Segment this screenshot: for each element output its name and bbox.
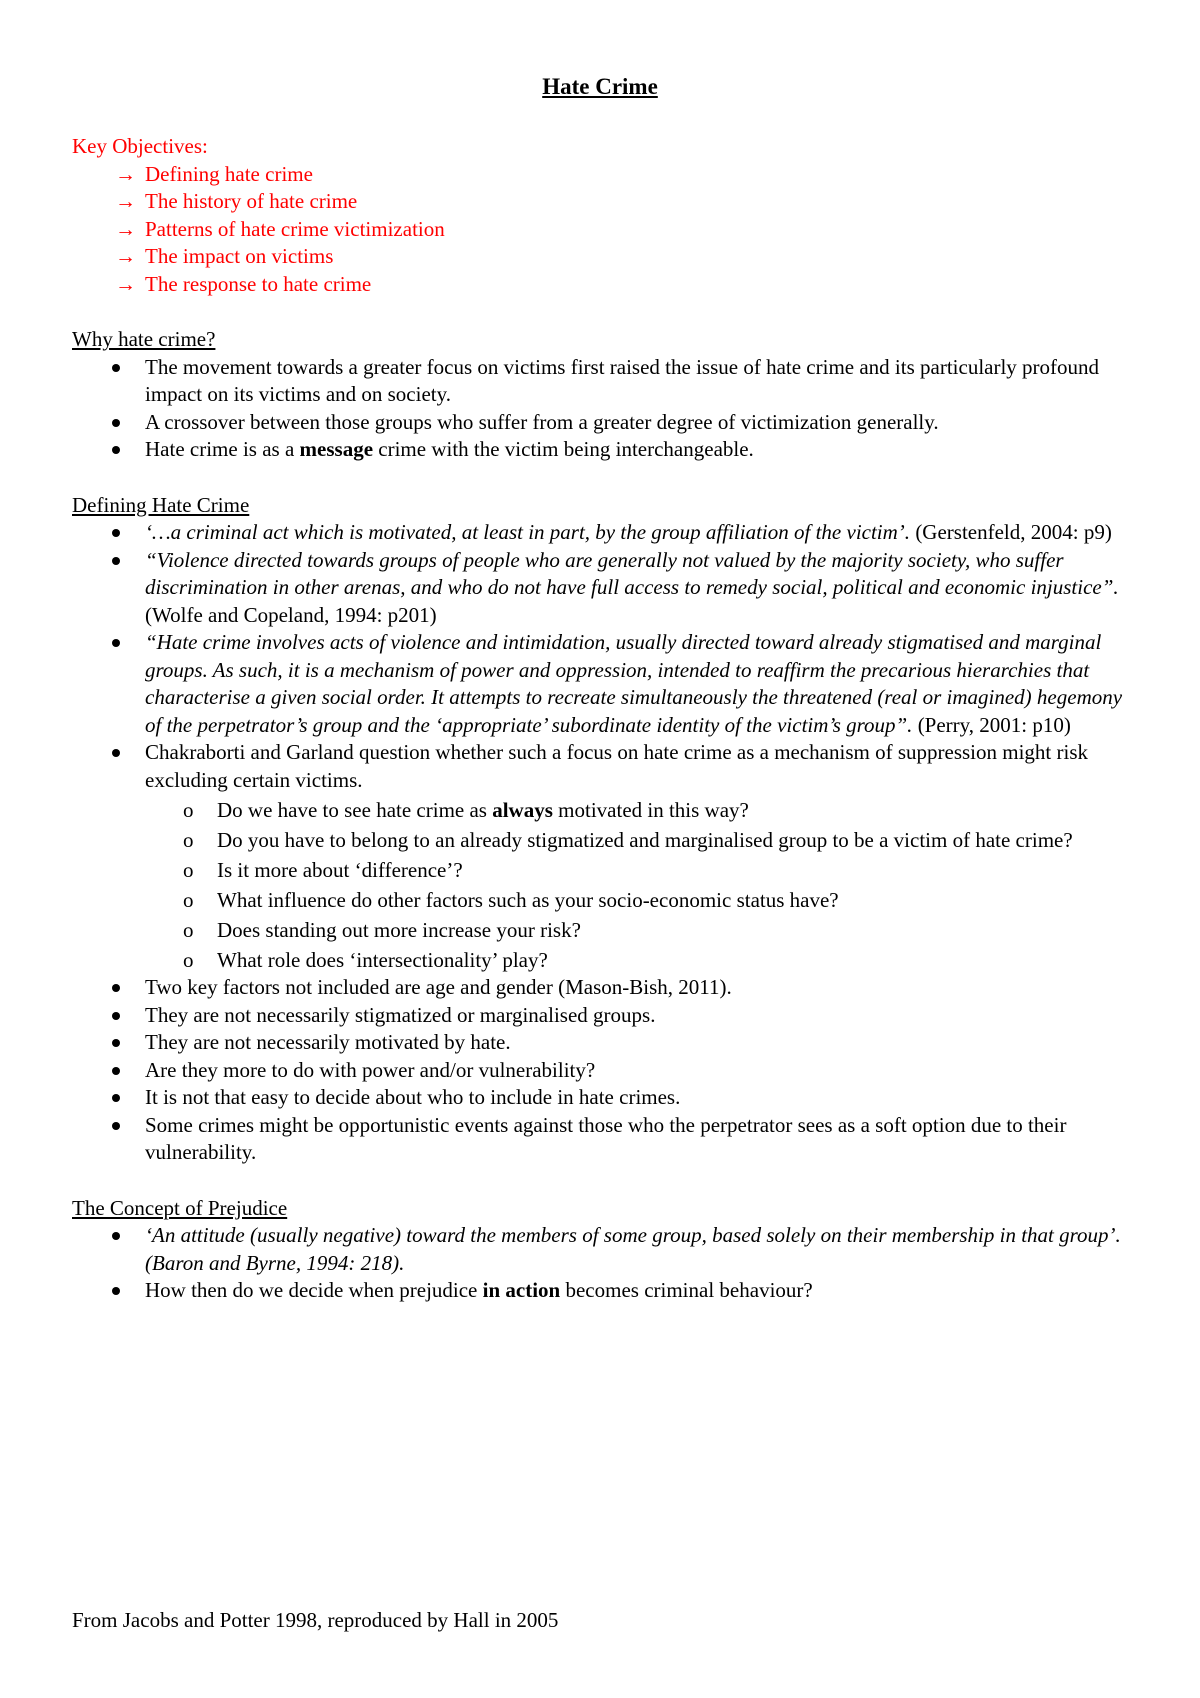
bullet-icon — [112, 1039, 120, 1047]
emphasis-in-action: in action — [482, 1278, 561, 1302]
list-item — [72, 436, 1142, 464]
defining-hate-crime-heading: Defining Hate Crime — [72, 492, 250, 517]
question-sublist — [72, 797, 1142, 975]
citation: (Wolfe and Copeland, 1994: p201) — [145, 602, 437, 627]
list-item — [72, 629, 1142, 739]
sublist-item — [72, 797, 1142, 825]
bullet-icon — [112, 529, 120, 537]
objective-item — [72, 271, 1142, 299]
bullet-icon — [112, 364, 120, 372]
objective-text: The impact on victims — [145, 244, 334, 268]
circle-bullet-icon: o — [183, 887, 194, 912]
list-item — [72, 1222, 1142, 1277]
bullet-icon — [112, 1012, 120, 1020]
sublist-item — [72, 827, 1142, 855]
sublist-text: What influence do other factors such as your socio-economic status have? — [217, 887, 839, 912]
sublist-text: What role does ‘intersectionality’ play? — [217, 947, 548, 972]
why-hate-crime-list — [72, 354, 1142, 464]
list-item-text: A crossover between those groups who suffer from a greater degree of victimization generally. — [145, 409, 939, 434]
bullet-icon — [112, 1232, 120, 1240]
footer-note: From Jacobs and Potter 1998, reproduced by Hall in 2005 — [72, 1608, 559, 1632]
circle-bullet-icon: o — [183, 917, 194, 942]
quote-perry: “Hate crime involves acts of violence and intimidation, usually directed toward already stigmatised and marginal groups. As such, it is a mechanism of power and oppression, intended to reaffirm the precarious hierarchies that characterise a given social order. It attempts to recreate simultaneously the threatened (real or imagined) hegemony of the perpetrator’s group and the ‘appropriate’ subordinate identity of the victim’s group”. — [145, 630, 1123, 737]
list-item-text: They are not necessarily stigmatized or marginalised groups. — [145, 1002, 656, 1027]
sublist-text: Do you have to belong to an already stigmatized and marginalised group to be a victim of hate crime? — [217, 827, 1073, 852]
bullet-icon — [112, 1122, 120, 1130]
list-item-text: They are not necessarily motivated by hate. — [145, 1030, 511, 1054]
key-objectives-list — [72, 161, 1142, 299]
prejudice-list — [72, 1222, 1142, 1305]
list-item-text: It is not that easy to decide about who to include in hate crimes. — [145, 1085, 681, 1109]
quote-wolfe-copeland: “Violence directed towards groups of people who are generally not valued by the majority society, who suffer discrimination in other arenas, and who do not have full access to remedy social, political and economic injustice”. — [145, 547, 1119, 599]
sublist-text-post: motivated in this way? — [552, 797, 749, 822]
key-objectives-heading: Key Objectives: — [72, 134, 208, 158]
bullet-icon — [112, 1067, 120, 1075]
list-item-text: Are they more to do with power and/or vulnerability? — [145, 1057, 596, 1082]
list-item — [72, 354, 1142, 409]
citation: (Perry, 2001: p10) — [912, 712, 1071, 737]
list-item — [72, 519, 1142, 547]
list-item-text-post: crime with the victim being interchangeable. — [373, 437, 754, 461]
objective-item — [72, 243, 1142, 271]
sublist-item — [72, 887, 1142, 915]
objective-item — [72, 188, 1142, 216]
arrow-icon: → — [115, 216, 136, 241]
bullet-icon — [112, 446, 120, 454]
sublist-item — [72, 917, 1142, 945]
arrow-icon: → — [115, 244, 136, 268]
circle-bullet-icon: o — [183, 827, 194, 852]
list-item — [72, 1084, 1142, 1112]
list-item-text: Some crimes might be opportunistic events against those who the perpetrator sees as a soft option due to their vulnerability. — [145, 1112, 1067, 1164]
list-item — [72, 739, 1142, 974]
objective-item — [72, 216, 1142, 244]
emphasis-always: always — [492, 797, 553, 822]
list-item-text: The movement towards a greater focus on victims first raised the issue of hate crime and its particularly profound impact on its victims and on society. — [145, 354, 1100, 406]
arrow-icon: → — [115, 189, 136, 213]
objective-text: The history of hate crime — [145, 189, 358, 213]
arrow-icon: → — [115, 161, 136, 186]
arrow-icon: → — [115, 271, 136, 296]
sublist-text-pre: Do we have to see hate crime as — [217, 797, 493, 822]
bullet-icon — [112, 749, 120, 757]
list-item-text: Two key factors not included are age and gender (Mason-Bish, 2011). — [145, 975, 732, 999]
page-title: Hate Crime — [542, 74, 658, 99]
list-item — [72, 1029, 1142, 1057]
quote-baron-byrne: ‘An attitude (usually negative) toward the members of some group, based solely on their membership in that group’. (Baron and Byrne, 1994: 218). — [145, 1223, 1121, 1275]
circle-bullet-icon: o — [183, 797, 194, 822]
document-body — [72, 133, 1142, 1305]
bullet-icon — [112, 1094, 120, 1102]
citation: (Gerstenfeld, 2004: p9) — [910, 520, 1112, 544]
sublist-text: Does standing out more increase your risk? — [217, 917, 581, 942]
objective-item — [72, 161, 1142, 189]
list-item — [72, 1057, 1142, 1085]
emphasis-message: message — [299, 437, 374, 461]
objective-text: The response to hate crime — [145, 271, 372, 296]
bullet-icon — [112, 984, 120, 992]
objective-text: Patterns of hate crime victimization — [145, 216, 445, 241]
sublist-item — [72, 947, 1142, 975]
list-item-text-pre: How then do we decide when prejudice — [145, 1278, 483, 1302]
sublist-item — [72, 857, 1142, 885]
why-hate-crime-heading: Why hate crime? — [72, 327, 216, 351]
list-item — [72, 974, 1142, 1002]
bullet-icon — [112, 557, 120, 565]
list-item — [72, 1002, 1142, 1030]
list-item — [72, 1277, 1142, 1305]
list-item-text-post: becomes criminal behaviour? — [560, 1278, 813, 1302]
list-item — [72, 547, 1142, 630]
quote-gerstenfeld: ‘…a criminal act which is motivated, at least in part, by the group affiliation of the victim’. — [145, 520, 911, 544]
list-item — [72, 409, 1142, 437]
bullet-icon — [112, 1287, 120, 1295]
list-item-text-pre: Hate crime is as a — [145, 437, 300, 461]
objective-text: Defining hate crime — [145, 161, 313, 186]
circle-bullet-icon: o — [183, 947, 194, 972]
sublist-text: Is it more about ‘difference’? — [217, 857, 463, 882]
bullet-icon — [112, 639, 120, 647]
defining-hate-crime-list — [72, 519, 1142, 1167]
circle-bullet-icon: o — [183, 857, 194, 882]
list-item-text: Chakraborti and Garland question whether such a focus on hate crime as a mechanism of suppression might risk excluding certain victims. — [145, 740, 1089, 792]
bullet-icon — [112, 419, 120, 427]
list-item — [72, 1112, 1142, 1167]
prejudice-heading: The Concept of Prejudice — [72, 1195, 288, 1220]
